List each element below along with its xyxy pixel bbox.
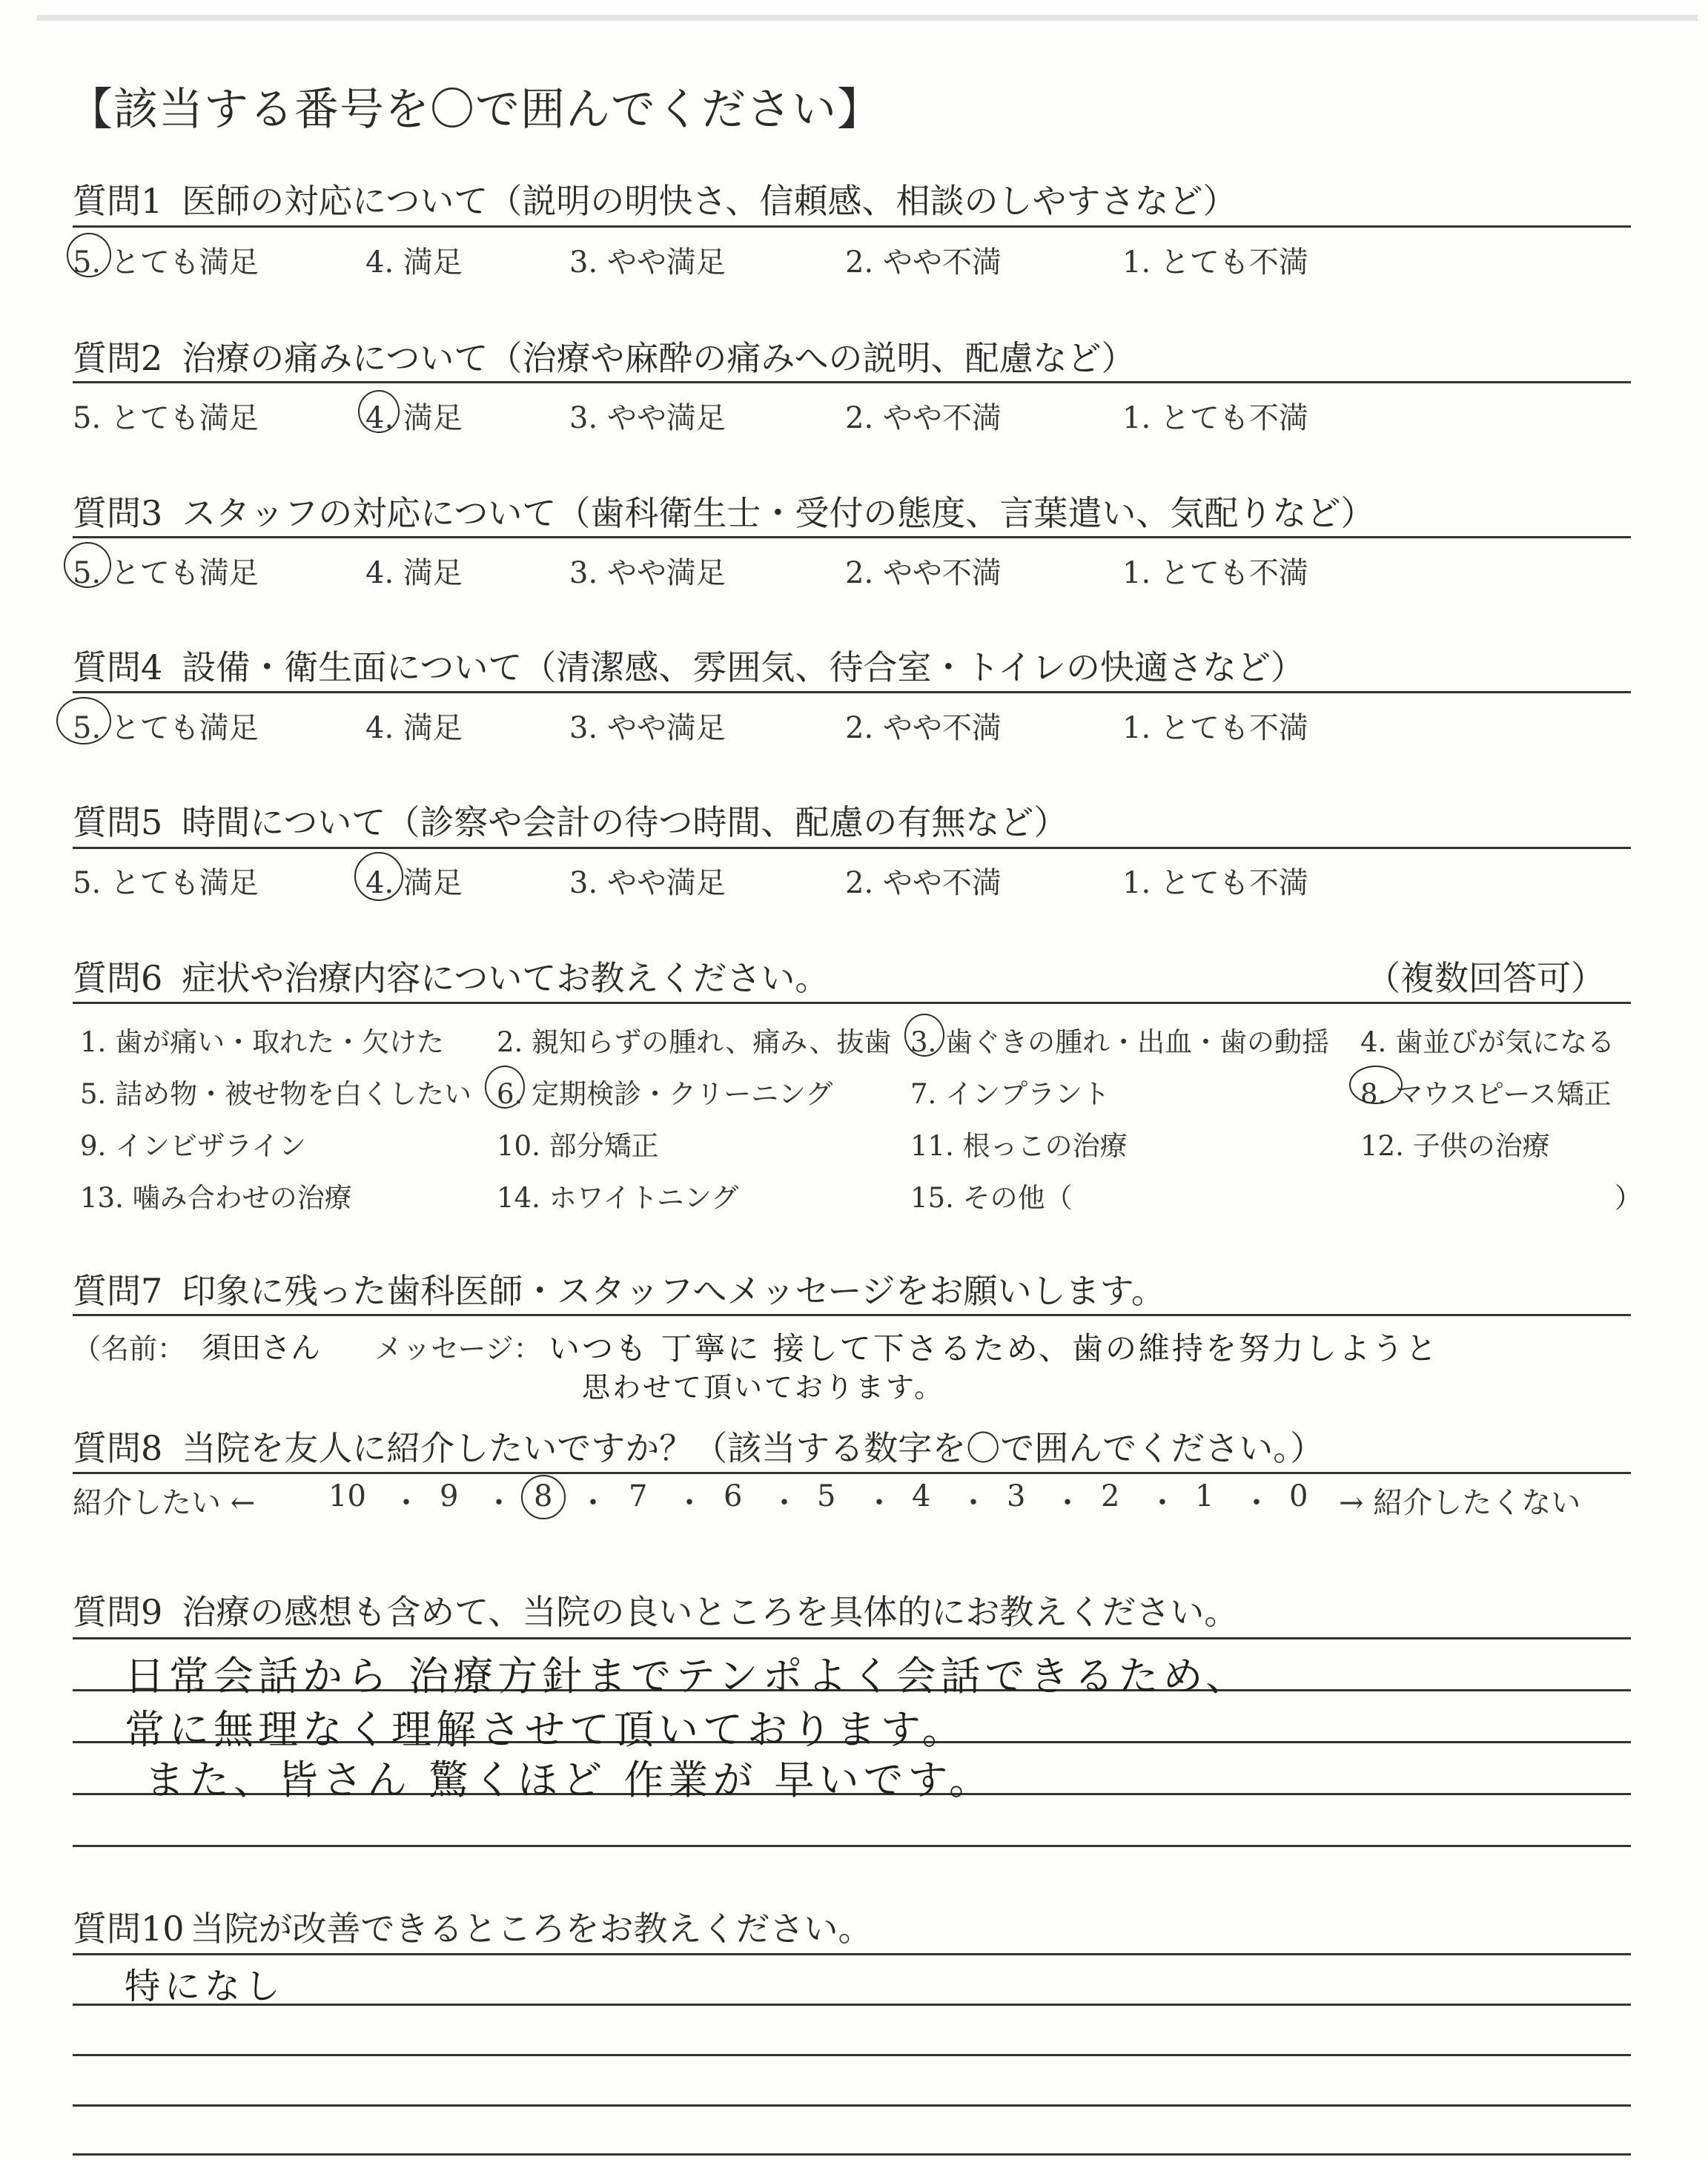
- q7-message-label: メッセージ：: [374, 1332, 542, 1365]
- q6-other-close-paren: ）: [1615, 1182, 1642, 1214]
- q8-score-1[interactable]: 1: [1195, 1479, 1214, 1513]
- q1-option-5[interactable]: 5. とても満足: [73, 245, 259, 280]
- q1-selection-circle: [67, 233, 111, 277]
- q4-option-3[interactable]: 3. やや満足: [569, 711, 726, 745]
- question-6-text: 症状や治療内容についてお教えください。: [182, 958, 830, 998]
- question-5-options: [73, 859, 1631, 900]
- q8-sep: ・: [675, 1486, 704, 1520]
- q5-option-3[interactable]: 3. やや満足: [569, 866, 726, 900]
- question-8-text: 当院を友人に紹介したいですか？（該当する数字を〇で囲んでください。）: [182, 1428, 1325, 1468]
- q6-selection-circle-8: [1349, 1066, 1403, 1104]
- q7-name-label: （名前：: [73, 1332, 186, 1365]
- q9-answer-line-3: また、皆さん 驚くほど 作業が 早いです。: [145, 1757, 994, 1803]
- question-7-rule: [73, 1314, 1631, 1316]
- q5-option-5[interactable]: 5. とても満足: [73, 866, 259, 900]
- question-9-text: 治療の感想も含めて、当院の良いところを具体的にお教えください。: [182, 1592, 1239, 1632]
- q2-selection-circle: [358, 390, 400, 433]
- q1-option-4[interactable]: 4. 満足: [365, 245, 463, 280]
- question-9-title: [73, 1585, 1238, 1634]
- q3-option-4[interactable]: 4. 満足: [365, 556, 463, 590]
- q7-name-value: 須田さん: [202, 1331, 320, 1365]
- question-3-options: [73, 549, 1631, 590]
- q5-option-1[interactable]: 1. とても不満: [1122, 866, 1308, 900]
- q10-answer-line: [73, 2153, 1631, 2156]
- q4-option-2[interactable]: 2. やや不満: [845, 711, 1002, 745]
- question-4-number: 質問4: [73, 647, 163, 687]
- q4-option-4[interactable]: 4. 満足: [365, 711, 463, 745]
- question-5-rule: [73, 847, 1631, 849]
- question-7-title: [73, 1264, 1165, 1313]
- question-5-text: 時間について（診察や会計の待つ時間、配慮の有無など）: [182, 802, 1068, 842]
- q8-sep: ・: [1053, 1486, 1082, 1520]
- instruction-header: 【該当する番号を〇で囲んでください】: [68, 84, 882, 136]
- q9-answer-line-1: 日常会話から 治療方針までテンポよく会話できるため、: [125, 1653, 1251, 1700]
- question-1-number: 質問1: [73, 181, 163, 221]
- q6-item-13[interactable]: 13. 噛み合わせの治療: [80, 1182, 352, 1214]
- question-10-title: [73, 1902, 873, 1951]
- question-3-title: [73, 486, 1374, 535]
- question-2-text: 治療の痛みについて（治療や麻酔の痛みへの説明、配慮など）: [182, 338, 1136, 378]
- question-4-title: [73, 641, 1305, 690]
- q10-answer-line: [73, 1953, 1631, 1955]
- q6-item-5[interactable]: 5. 詰め物・被せ物を白くしたい: [80, 1078, 472, 1110]
- q9-answer-line-2: 常に無理なく理解させて頂いております。: [125, 1706, 967, 1753]
- q5-option-4[interactable]: 4. 満足: [365, 866, 463, 900]
- question-7-number: 質問7: [73, 1271, 163, 1311]
- question-6-rule: [73, 1002, 1631, 1004]
- question-6-number: 質問6: [73, 958, 163, 998]
- q8-sep: ・: [484, 1486, 514, 1520]
- q8-score-4[interactable]: 4: [912, 1479, 931, 1513]
- q4-option-5[interactable]: 5. とても満足: [73, 711, 259, 745]
- question-1-text: 医師の対応について（説明の明快さ、信頼感、相談のしやすさなど）: [182, 181, 1237, 221]
- q8-sep: ・: [1242, 1486, 1271, 1520]
- q6-item-7[interactable]: 7. インプラント: [910, 1078, 1110, 1110]
- question-2-title: [73, 331, 1135, 380]
- q3-option-5[interactable]: 5. とても満足: [73, 556, 259, 590]
- q6-item-15[interactable]: 15. その他（: [910, 1182, 1073, 1214]
- question-4-text: 設備・衛生面について（清潔感、雰囲気、待合室・トイレの快適さなど）: [182, 647, 1305, 687]
- q8-score-5[interactable]: 5: [817, 1479, 836, 1513]
- q8-sep: ・: [959, 1486, 988, 1520]
- q2-option-2[interactable]: 2. やや不満: [845, 401, 1002, 435]
- q10-answer-line: [73, 2054, 1631, 2056]
- question-8-title: [73, 1421, 1324, 1470]
- q6-item-9[interactable]: 9. インビザライン: [80, 1130, 306, 1162]
- q2-option-3[interactable]: 3. やや満足: [569, 401, 726, 435]
- q9-answer-line: [73, 1845, 1631, 1847]
- q8-sep: ・: [769, 1486, 799, 1520]
- q10-answer-line: [73, 2104, 1631, 2107]
- q5-option-2[interactable]: 2. やや不満: [845, 866, 1002, 900]
- question-6-multiple-note: （複数回答可）: [1366, 958, 1605, 998]
- q7-message-line-1: いつも 丁寧に 接して下さるため、歯の維持を努力しようと: [549, 1330, 1440, 1367]
- q10-answer-line: [73, 2004, 1631, 2006]
- question-10-text: 当院が改善できるところをお教えください。: [190, 1909, 873, 1949]
- q1-option-1[interactable]: 1. とても不満: [1122, 245, 1308, 280]
- question-6-title: [73, 951, 1605, 1000]
- q1-option-3[interactable]: 3. やや満足: [569, 245, 726, 280]
- q2-option-1[interactable]: 1. とても不満: [1122, 401, 1308, 435]
- q8-score-2[interactable]: 2: [1101, 1479, 1120, 1513]
- q9-answer-line: [73, 1637, 1631, 1639]
- q8-score-0[interactable]: 0: [1289, 1479, 1308, 1513]
- q3-selection-circle: [64, 542, 111, 588]
- q6-selection-circle-6: [485, 1066, 525, 1109]
- q4-selection-circle: [56, 697, 111, 744]
- question-1-rule: [73, 225, 1631, 228]
- question-8-number: 質問8: [73, 1428, 163, 1468]
- question-10-number: 質問10: [73, 1909, 185, 1949]
- q8-sep: ・: [1148, 1486, 1177, 1520]
- question-2-rule: [73, 381, 1631, 383]
- q8-sep: ・: [864, 1486, 894, 1520]
- q6-item-14[interactable]: 14. ホワイトニング: [497, 1182, 739, 1214]
- q6-item-6[interactable]: 6. 定期検診・クリーニング: [497, 1078, 833, 1110]
- question-1-options: [73, 239, 1631, 280]
- q4-option-1[interactable]: 1. とても不満: [1122, 711, 1308, 745]
- question-8-rule: [73, 1472, 1631, 1474]
- q8-score-7[interactable]: 7: [629, 1479, 648, 1513]
- q8-score-10[interactable]: 10: [328, 1479, 366, 1513]
- q6-item-4[interactable]: 4. 歯並びが気になる: [1360, 1026, 1615, 1058]
- question-5-title: [73, 796, 1068, 845]
- question-5-number: 質問5: [73, 802, 163, 842]
- q6-selection-circle-3: [904, 1014, 944, 1057]
- q8-sep: ・: [578, 1486, 608, 1520]
- question-3-number: 質問3: [73, 493, 163, 533]
- q3-option-3[interactable]: 3. やや満足: [569, 556, 726, 590]
- q8-score-9[interactable]: 9: [440, 1479, 459, 1513]
- q7-message-line-2: 思わせて頂いております。: [582, 1371, 944, 1404]
- q3-option-1[interactable]: 1. とても不満: [1122, 556, 1308, 590]
- q6-item-8[interactable]: 8. マウスピース矯正: [1360, 1078, 1612, 1110]
- q10-answer: 特になし: [125, 1966, 285, 2007]
- question-4-options: [73, 704, 1631, 745]
- question-3-text: スタッフの対応について（歯科衛生士・受付の態度、言葉遣い、気配りなど）: [182, 493, 1375, 533]
- question-2-number: 質問2: [73, 338, 163, 378]
- question-7-text: 印象に残った歯科医師・スタッフへメッセージをお願いします。: [182, 1271, 1165, 1311]
- page-top-edge: [37, 15, 1698, 21]
- q5-selection-circle: [354, 852, 403, 901]
- q8-selection-circle: [521, 1475, 566, 1519]
- q6-item-12[interactable]: 12. 子供の治療: [1360, 1130, 1550, 1162]
- q2-option-5[interactable]: 5. とても満足: [73, 401, 259, 435]
- question-3-rule: [73, 536, 1631, 538]
- question-1-title: [73, 174, 1237, 223]
- q6-item-1[interactable]: 1. 歯が痛い・取れた・欠けた: [80, 1026, 445, 1058]
- q6-item-3[interactable]: 3. 歯ぐきの腫れ・出血・歯の動揺: [910, 1026, 1330, 1058]
- q8-sep: ・: [391, 1486, 421, 1520]
- q8-recommend-scale: [73, 1479, 1631, 1520]
- q8-score-3[interactable]: 3: [1007, 1479, 1026, 1513]
- question-4-rule: [73, 691, 1631, 693]
- q1-option-2[interactable]: 2. やや不満: [845, 245, 1002, 280]
- q6-item-10[interactable]: 10. 部分矯正: [497, 1130, 659, 1162]
- q3-option-2[interactable]: 2. やや不満: [845, 556, 1002, 590]
- question-2-options: [73, 394, 1631, 435]
- q8-score-6[interactable]: 6: [724, 1479, 743, 1513]
- question-9-number: 質問9: [73, 1592, 163, 1632]
- q8-score-8[interactable]: 8: [534, 1479, 553, 1513]
- q8-left-label: 紹介したい ←: [73, 1486, 256, 1520]
- q8-right-label: → 紹介したくない: [1339, 1486, 1581, 1520]
- q6-item-2[interactable]: 2. 親知らずの腫れ、痛み、抜歯: [497, 1026, 892, 1058]
- q2-option-4[interactable]: 4. 満足: [365, 401, 463, 435]
- q6-item-11[interactable]: 11. 根っこの治療: [910, 1130, 1128, 1162]
